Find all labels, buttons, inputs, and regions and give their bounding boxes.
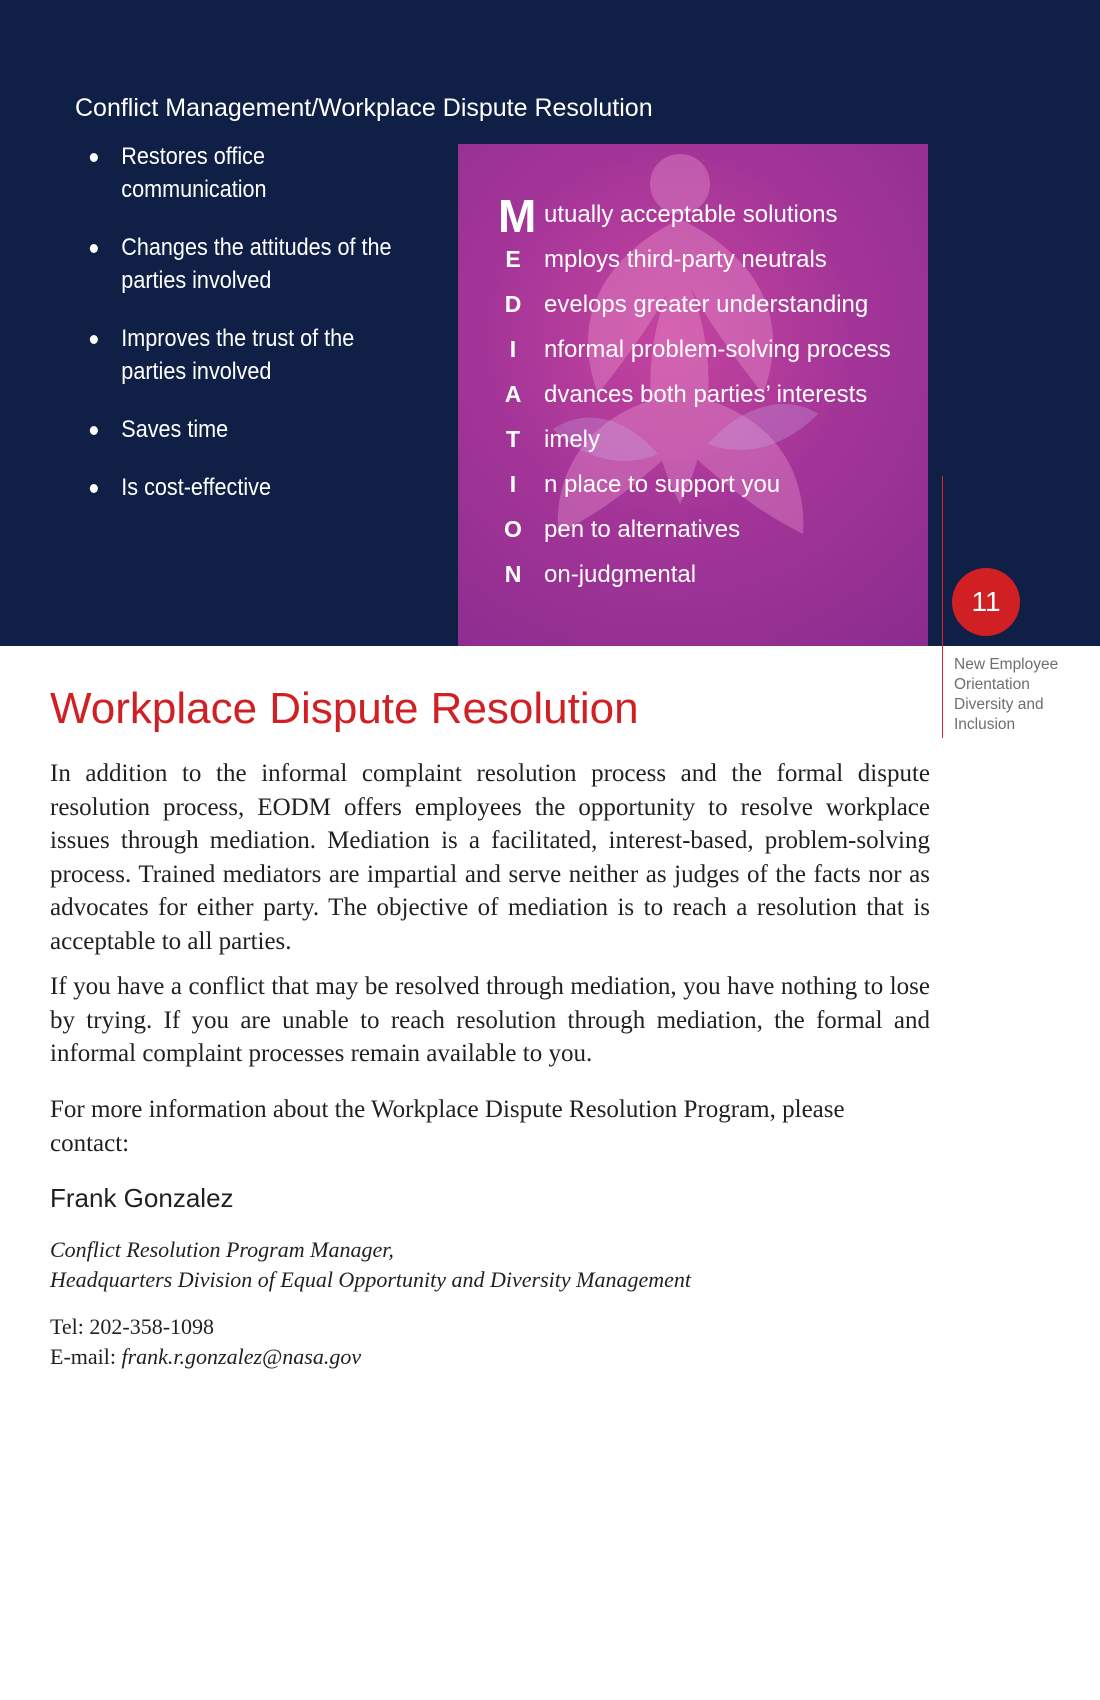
email-line xyxy=(50,1342,361,1372)
phone-label: Tel: xyxy=(50,1314,84,1339)
acrostic-phrase: imely xyxy=(544,426,601,453)
benefit-item: Saves time xyxy=(88,413,399,446)
acrostic-phrase: utually acceptable solutions xyxy=(544,201,838,228)
acrostic-phrase: n place to support you xyxy=(544,471,781,498)
contact-details xyxy=(50,1312,361,1372)
acrostic-phrase: evelops greater understanding xyxy=(544,291,869,318)
acrostic-phrase: on-judgmental xyxy=(544,561,697,588)
contact-name: Frank Gonzalez xyxy=(50,1183,234,1213)
body-paragraph: For more information about the Workplace Dispute Resolution Program, please contact: xyxy=(50,1096,845,1157)
acrostic-initial: D xyxy=(504,291,522,317)
section-tag xyxy=(954,655,1094,735)
section-tag-line: Inclusion xyxy=(954,716,1016,733)
email-label: E-mail: xyxy=(50,1344,116,1369)
acrostic-initial: I xyxy=(509,471,517,497)
acrostic-initial: M xyxy=(498,190,537,242)
acrostic-row xyxy=(458,552,928,597)
mediation-acrostic-panel xyxy=(458,144,928,646)
benefit-item: Improves the trust of the parties involved xyxy=(88,322,399,388)
page-title: Workplace Dispute Resolution xyxy=(50,684,639,733)
contact-role-line: Headquarters Division of Equal Opportunity and Diversity Management xyxy=(50,1267,691,1292)
acrostic-initial: O xyxy=(504,516,522,542)
benefit-item: Changes the attitudes of the parties involved xyxy=(88,231,399,297)
acrostic-initial: A xyxy=(504,381,522,407)
acrostic-initial: E xyxy=(505,246,521,272)
acrostic-phrase: mploys third-party neutrals xyxy=(544,246,827,273)
phone-number: 202-358-1098 xyxy=(89,1314,215,1339)
acrostic-phrase: pen to alternatives xyxy=(544,516,741,543)
acrostic-row xyxy=(458,372,928,417)
acrostic-phrase: nformal problem-solving process xyxy=(544,336,891,363)
body-paragraph: If you have a conflict that may be resolved through mediation, you have nothing to lose by trying. If you are unable to reach resolution through mediation, the formal and informal complaint processes remain available to you. xyxy=(50,973,930,1067)
benefit-item: Restores office communication xyxy=(88,140,399,206)
body-paragraph: In addition to the informal complaint resolution process and the formal dispute resolution process, EODM offers employees the opportunity to resolve workplace issues through mediation. Mediation is a facilitated, interest-based, problem-solving process. Trained mediators are impartial and serve neither as judges of the facts nor as advocates for either party. The objective of mediation is to reach a resolution that is acceptable to all parties. xyxy=(50,760,930,955)
acrostic-list xyxy=(458,192,928,597)
acrostic-row xyxy=(458,507,928,552)
section-tag-line: Orientation xyxy=(954,676,1030,693)
acrostic-initial: N xyxy=(504,561,522,587)
benefit-item: Is cost-effective xyxy=(88,471,399,504)
contact-role xyxy=(50,1235,691,1295)
acrostic-row xyxy=(458,462,928,507)
top-banner xyxy=(0,0,1100,646)
acrostic-row xyxy=(458,417,928,462)
acrostic-row xyxy=(458,237,928,282)
section-tag-line: Diversity and xyxy=(954,696,1044,713)
acrostic-initial: I xyxy=(509,336,517,362)
acrostic-phrase: dvances both parties’ interests xyxy=(544,381,868,408)
banner-heading: Conflict Management/Workplace Dispute Resolution xyxy=(75,94,653,122)
margin-divider xyxy=(942,476,943,738)
acrostic-initial: T xyxy=(505,426,521,452)
section-tag-line: New Employee xyxy=(954,656,1059,673)
acrostic-row xyxy=(458,327,928,372)
email-link[interactable]: frank.r.gonzalez@nasa.gov xyxy=(121,1344,362,1369)
page-number-badge: 11 xyxy=(952,568,1020,636)
benefits-list xyxy=(88,140,433,529)
contact-role-line: Conflict Resolution Program Manager, xyxy=(50,1237,394,1262)
phone-line xyxy=(50,1312,361,1342)
acrostic-row xyxy=(458,190,928,242)
acrostic-row xyxy=(458,282,928,327)
